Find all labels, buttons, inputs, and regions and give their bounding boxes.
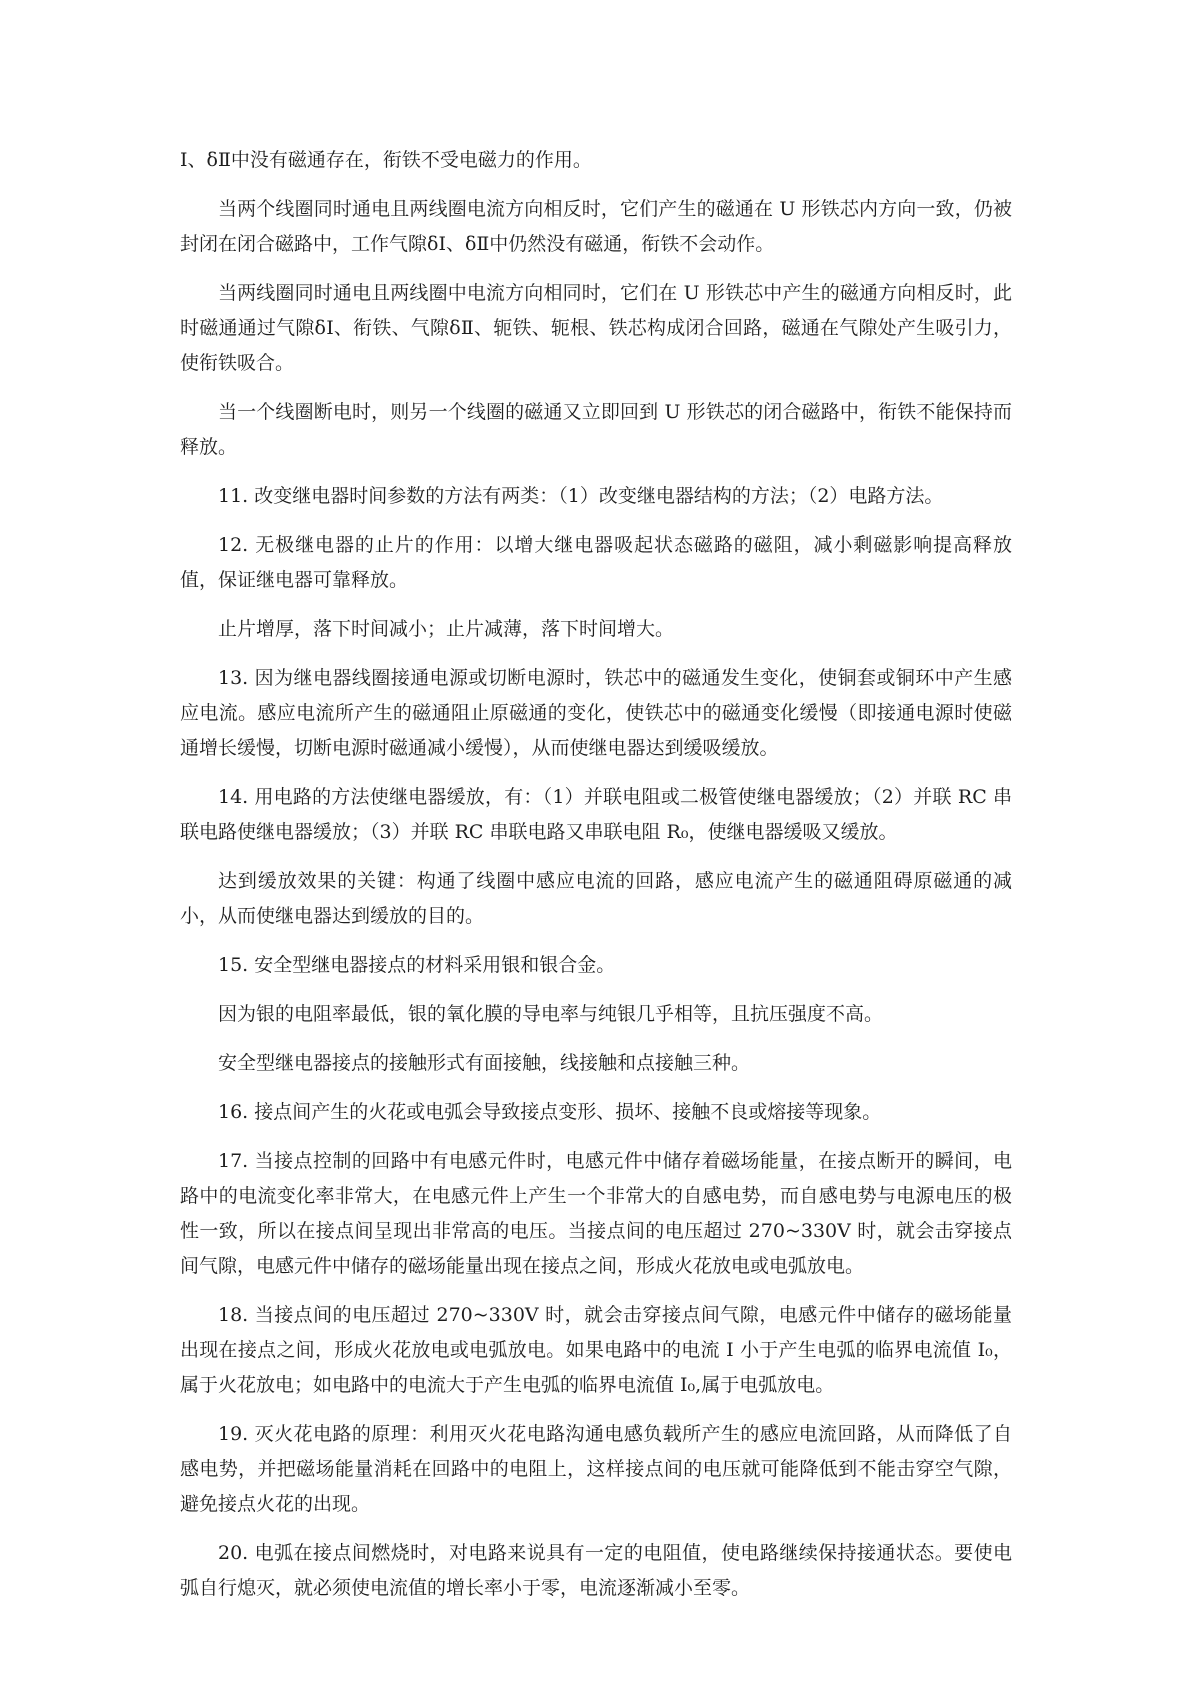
item-12-note: 止片增厚，落下时间减小；止片减薄，落下时间增大。 [218,618,675,640]
item-13-paragraph: 13. 因为继电器线圈接通电源或切断电源时，铁芯中的磁通发生变化，使铜套或铜环中产生感应电流。感应电流所产生的磁通阻止原磁通的变化，使铁芯中的磁通变化缓慢（即接通电源时使磁通增长缓慢，切断电源时磁通减小缓慢），从而使继电器达到缓吸缓放。 [180,667,1012,759]
paragraph-1: Ⅰ、δⅡ中没有磁通存在，衔铁不受电磁力的作用。 [180,149,592,171]
paragraph-3: 当两线圈同时通电且两线圈中电流方向相同时，它们在 U 形铁芯中产生的磁通方向相反时，此时磁通通过气隙δⅠ、衔铁、气隙δⅡ、轭铁、轭根、铁芯构成闭合回路，磁通在气隙处产生吸引力，使衔铁吸合。 [180,282,1012,374]
item-15-paragraph: 15. 安全型继电器接点的材料采用银和银合金。 [218,954,616,976]
item-15-note-2: 安全型继电器接点的接触形式有面接触，线接触和点接触三种。 [218,1052,751,1074]
item-14-paragraph: 14. 用电路的方法使继电器缓放，有：（1）并联电阻或二极管使继电器缓放；（2）并联 RC 串联电路使继电器缓放；（3）并联 RC 串联电路又串联电阻 R₀，使继电器缓吸又缓放。 [180,786,1012,843]
item-16-paragraph: 16. 接点间产生的火花或电弧会导致接点变形、损坏、接触不良或熔接等现象。 [218,1101,882,1123]
item-17-paragraph: 17. 当接点控制的回路中有电感元件时，电感元件中储存着磁场能量，在接点断开的瞬间，电路中的电流变化率非常大，在电感元件上产生一个非常大的自感电势，而自感电势与电源电压的极性一致，所以在接点间呈现出非常高的电压。当接点间的电压超过 270~330V 时，就会击穿接点间气隙，电感元件中储存的磁场能量出现在接点之间，形成火花放电或电弧放电。 [180,1150,1012,1277]
item-19-paragraph: 19. 灭火花电路的原理：利用灭火花电路沟通电感负载所产生的感应电流回路，从而降低了自感电势，并把磁场能量消耗在回路中的电阻上，这样接点间的电压就可能降低到不能击穿空气隙，避免接点火花的出现。 [180,1423,1012,1515]
item-12-paragraph: 12. 无极继电器的止片的作用：以增大继电器吸起状态磁路的磁阻，减小剩磁影响提高释放值，保证继电器可靠释放。 [180,534,1012,591]
item-20-paragraph: 20. 电弧在接点间燃烧时，对电路来说具有一定的电阻值，使电路继续保持接通状态。要使电弧自行熄灭，就必须使电流值的增长率小于零，电流逐渐减小至零。 [180,1542,1012,1599]
paragraph-2: 当两个线圈同时通电且两线圈电流方向相反时，它们产生的磁通在 U 形铁芯内方向一致，仍被封闭在闭合磁路中，工作气隙δⅠ、δⅡ中仍然没有磁通，衔铁不会动作。 [180,198,1012,255]
item-18-paragraph: 18. 当接点间的电压超过 270~330V 时，就会击穿接点间气隙，电感元件中储存的磁场能量出现在接点之间，形成火花放电或电弧放电。如果电路中的电流 I 小于产生电弧的临界电流值 I₀，属于火花放电；如电路中的电流大于产生电弧的临界电流值 I₀,属于电弧放电。 [180,1304,1012,1396]
item-11-paragraph: 11. 改变继电器时间参数的方法有两类：（1）改变继电器结构的方法；（2）电路方法。 [218,485,944,507]
item-15-note-1: 因为银的电阻率最低，银的氧化膜的导电率与纯银几乎相等，且抗压强度不高。 [218,1003,884,1025]
item-14-note: 达到缓放效果的关键：构通了线圈中感应电流的回路，感应电流产生的磁通阻碍原磁通的减小，从而使继电器达到缓放的目的。 [180,870,1012,927]
document-page [180,143,1012,1620]
paragraph-4: 当一个线圈断电时，则另一个线圈的磁通又立即回到 U 形铁芯的闭合磁路中，衔铁不能保持而释放。 [180,401,1012,458]
